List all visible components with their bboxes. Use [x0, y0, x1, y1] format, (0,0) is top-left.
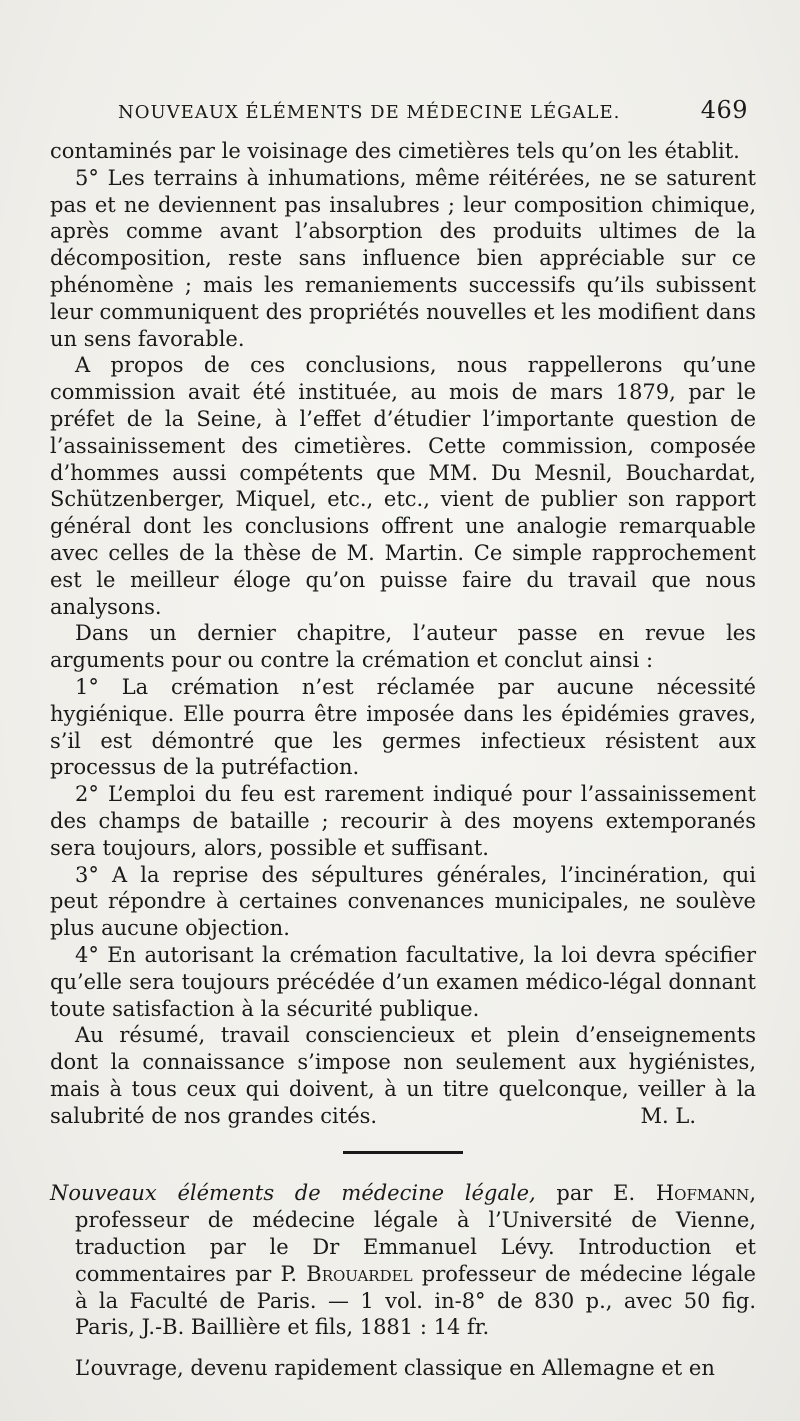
- paragraph-commission: A propos de ces conclusions, nous rappellerons qu’une commission avait été instituée, au mois de mars 1879, par le préfet de la Seine, à l’effet d’étudier l’importante question de l’assainissement des cimetières. Cette commission, composée d’hommes aussi compétents que MM. Du Mesnil, Bouchardat, Schützenberger, Miquel, etc., etc., vient de publier son rapport général dont les conclusions offrent une analogie remarquable avec celles de la thèse de M. Martin. Ce simple rapprochement est le meilleur éloge qu’on puisse faire du travail que nous analysons.: [50, 353, 756, 619]
- paragraph-last-chapter: Dans un dernier chapitre, l’auteur passe en revue les arguments pour ou contre la crémation et conclut ainsi :: [50, 621, 756, 673]
- summary-text: Au résumé, travail consciencieux et plein d’enseignements dont la connaissance s’impose non seulement aux hygiénistes, mais à tous ceux qui doivent, à un titre quelconque, veiller à la salubrité de nos grandes cités.: [50, 1023, 756, 1128]
- paragraph-point-2: 2° L’emploi du feu est rarement indiqué pour l’assainissement des champs de bataille ; recourir à des moyens extemporanés sera toujours, alors, possible et suffisant.: [50, 782, 756, 860]
- review-heading: [50, 1180, 756, 1341]
- paragraph-summary: [50, 1022, 756, 1129]
- running-title: NOUVEAUX ÉLÉMENTS DE MÉDECINE LÉGALE.: [118, 102, 621, 123]
- paragraph-conclusion-5: 5° Les terrains à inhumations, même réitérées, ne se saturent pas et ne deviennent pas insalubres ; leur composition chimique, après comme avant l’absorption des produits ultimes de la décomposition, reste sans influence bien appréciable sur ce phénomène ; mais les remaniements successifs qu’ils subissent leur communiquent des propriétés nouvelles et les modifient dans un sens favorable.: [50, 165, 756, 351]
- paragraph-point-1: 1° La crémation n’est réclamée par aucune nécessité hygiénique. Elle pourra être imposée dans les épidémies graves, s’il est démontré que les germes infectieux résistent aux processus de la putréfaction.: [50, 674, 756, 780]
- paragraph-continuation: contaminés par le voisinage des cimetières tels qu’on les établit.: [50, 139, 740, 163]
- page-number: 469: [700, 96, 748, 124]
- review-author-details: , professeur de médecine légale à l’Université de Vienne, traduction par le Dr Emmanuel Lévy. Introduction et commentaires par: [75, 1181, 756, 1286]
- body-text: [50, 138, 756, 1382]
- review-author: E. Hofmann: [613, 1181, 750, 1206]
- review-by: par: [535, 1181, 614, 1206]
- review-book-title: Nouveaux éléments de médecine légale,: [50, 1181, 536, 1206]
- paragraph-point-4: 4° En autorisant la crémation facultative, la loi devra spécifier qu’elle sera toujours précédée d’un examen médico-légal donnant toute satisfaction à la sécurité publique.: [50, 942, 756, 1021]
- page-header: [108, 96, 748, 130]
- review-commentator: P. Brouardel: [280, 1261, 413, 1286]
- section-divider: [343, 1151, 463, 1154]
- review-opening-line: L’ouvrage, devenu rapidement classique en Allemagne et en: [75, 1356, 715, 1381]
- signature: M. L.: [640, 1103, 696, 1128]
- paragraph-point-3: 3° A la reprise des sépultures générales, l’incinération, qui peut répondre à certaines convenances municipales, ne soulève plus aucune objection.: [50, 862, 756, 941]
- review-publication-details: professeur de médecine légale à la Faculté de Paris. — 1 vol. in-8° de 830 p., avec 50 fig. Paris, J.-B. Baillière et fils, 1881 : 14 fr.: [75, 1261, 756, 1340]
- summary-with-signature: [50, 1022, 756, 1129]
